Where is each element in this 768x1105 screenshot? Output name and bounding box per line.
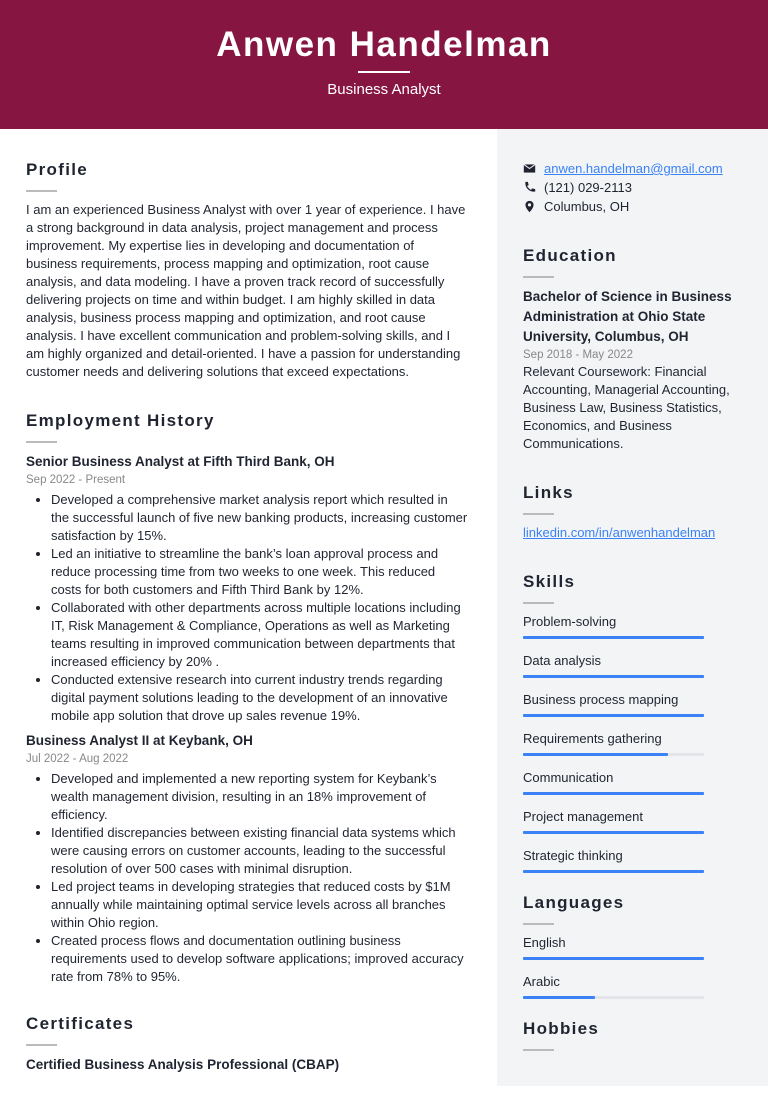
email-link[interactable]: anwen.handelman@gmail.com — [544, 161, 723, 176]
section-heading: Certificates — [26, 1014, 135, 1033]
languages-item — [523, 973, 742, 999]
languages-section — [523, 893, 742, 999]
job-bullet: • Identified discrepancies between existing financial data systems which were causing errors on customer accounts, leading to the successful resolution of over 500 cases with minimal disruption. — [51, 824, 468, 878]
education-details: Relevant Coursework: Financial Accounting, Managerial Accounting, Business Law, Business Statistics, Economics, and Business Communications. — [523, 364, 730, 451]
skills-name: Business process mapping — [523, 692, 679, 707]
divider — [26, 441, 57, 443]
divider — [523, 513, 554, 515]
job-bullets — [51, 491, 468, 725]
divider — [523, 602, 554, 604]
section-heading: Skills — [523, 572, 576, 591]
section-heading: Hobbies — [523, 1019, 600, 1038]
section-heading: Links — [523, 483, 574, 502]
job-entry — [26, 731, 468, 986]
sidebar — [497, 129, 768, 1086]
skills-level-bar — [523, 792, 704, 795]
skills-level-bar — [523, 870, 704, 873]
skills-level-fill — [523, 675, 704, 678]
languages-level-bar — [523, 957, 704, 960]
skills-item — [523, 613, 742, 639]
job-bullets — [51, 770, 468, 986]
divider — [26, 190, 57, 192]
section-heading: Employment History — [26, 411, 215, 430]
education-dates: Sep 2018 - May 2022 — [523, 349, 633, 361]
certificate-item: Certified Business Analysis Professional (CBAP) — [26, 1057, 340, 1072]
skills-item — [523, 730, 742, 756]
skills-level-bar — [523, 753, 704, 756]
skills-name: Strategic thinking — [523, 848, 623, 863]
skills-name: Problem-solving — [523, 614, 617, 629]
languages-item — [523, 934, 742, 960]
profile-section — [26, 160, 468, 381]
skills-item — [523, 769, 742, 795]
header-divider — [358, 71, 410, 73]
job-bullet: • Conducted extensive research into current industry trends regarding digital payment solutions leading to the development of an innovative mobile app solution that drove up sales revenue 19%. — [51, 671, 468, 725]
skills-level-fill — [523, 636, 704, 639]
skills-level-fill — [523, 753, 668, 756]
linkedin-link[interactable]: linkedin.com/in/anwenhandelman — [523, 525, 716, 540]
section-heading: Languages — [523, 893, 625, 912]
job-bullet: • Led an initiative to streamline the bank’s loan approval process and reduce processing time from two weeks to one week. This reduced costs for both customers and Fifth Third Bank by 12%. — [51, 545, 468, 599]
skills-level-bar — [523, 831, 704, 834]
links-section — [523, 483, 742, 542]
job-bullet: • Developed a comprehensive market analysis report which resulted in the successful launch of five new banking products, increasing customer satisfaction by 15%. — [51, 491, 468, 545]
employment-section — [26, 411, 468, 986]
divider — [26, 1044, 57, 1046]
education-section — [523, 246, 742, 453]
job-entry — [26, 452, 468, 725]
skills-item — [523, 691, 742, 717]
job-bullet: • Developed and implemented a new reporting system for Keybank’s wealth management division, resulting in an 18% improvement of efficiency. — [51, 770, 468, 824]
divider — [523, 923, 554, 925]
job-title: Business Analyst II at Keybank, OH — [26, 733, 253, 748]
map-pin-icon — [523, 200, 536, 213]
contact-section — [523, 159, 742, 216]
languages-name: Arabic — [523, 974, 560, 989]
phone-number: (121) 029-2113 — [544, 180, 632, 195]
skills-name: Data analysis — [523, 653, 602, 668]
section-heading: Profile — [26, 160, 89, 179]
degree: Bachelor of Science in Business Administration at Ohio State University, Columbus, OH — [523, 289, 732, 344]
skills-level-bar — [523, 636, 704, 639]
languages-name: English — [523, 935, 566, 950]
skills-level-fill — [523, 714, 704, 717]
skills-name: Requirements gathering — [523, 731, 662, 746]
skills-level-fill — [523, 870, 704, 873]
skills-level-fill — [523, 792, 704, 795]
skills-level-bar — [523, 675, 704, 678]
job-bullet: • Led project teams in developing strategies that reduced costs by $1M annually while maintaining optimal service levels across all branches within Ohio region. — [51, 878, 468, 932]
job-dates: Sep 2022 - Present — [26, 474, 126, 486]
skills-name: Communication — [523, 770, 614, 785]
job-title: Senior Business Analyst at Fifth Third Bank, OH — [26, 454, 335, 469]
skills-section — [523, 572, 742, 873]
certificates-section — [26, 1014, 468, 1075]
candidate-title: Business Analyst — [327, 81, 441, 98]
divider — [523, 1049, 554, 1051]
job-dates: Jul 2022 - Aug 2022 — [26, 753, 129, 765]
skills-name: Project management — [523, 809, 643, 824]
location: Columbus, OH — [544, 199, 630, 214]
job-bullet: • Created process flows and documentation outlining business requirements used to develop software applications; improved accuracy rate from 78% to 95%. — [51, 932, 468, 986]
main-column — [26, 160, 468, 1105]
languages-level-fill — [523, 957, 704, 960]
hobbies-section — [523, 1019, 742, 1051]
skills-level-fill — [523, 831, 704, 834]
resume-header — [0, 0, 768, 129]
candidate-name: Anwen Handelman — [216, 25, 552, 64]
divider — [523, 276, 554, 278]
profile-text: I am an experienced Business Analyst with over 1 year of experience. I have a strong background in data analysis, project management and process improvement. My expertise lies in developing and documentation of business requirements, process mapping and optimization, root cause analysis, and data modeling. I have a proven track record of successfully delivering projects on time and within budget. I am highly skilled in data analysis, business process mapping and optimization, and root cause analysis. I have excellent communication and problem-solving skills, and I am highly organized and detail-oriented. I have a passion for understanding customer needs and delivering solutions that exceed expectations. — [26, 202, 466, 379]
skills-item — [523, 652, 742, 678]
skills-item — [523, 808, 742, 834]
envelope-icon — [523, 162, 536, 175]
job-bullet: • Collaborated with other departments across multiple locations including IT, Risk Management & Compliance, Operations as well as Marketing teams resulting in improved communication between departments that increased efficiency by 20% . — [51, 599, 468, 671]
languages-level-fill — [523, 996, 595, 999]
skills-item — [523, 847, 742, 873]
languages-level-bar — [523, 996, 704, 999]
section-heading: Education — [523, 246, 617, 265]
skills-level-bar — [523, 714, 704, 717]
phone-icon — [523, 181, 536, 194]
